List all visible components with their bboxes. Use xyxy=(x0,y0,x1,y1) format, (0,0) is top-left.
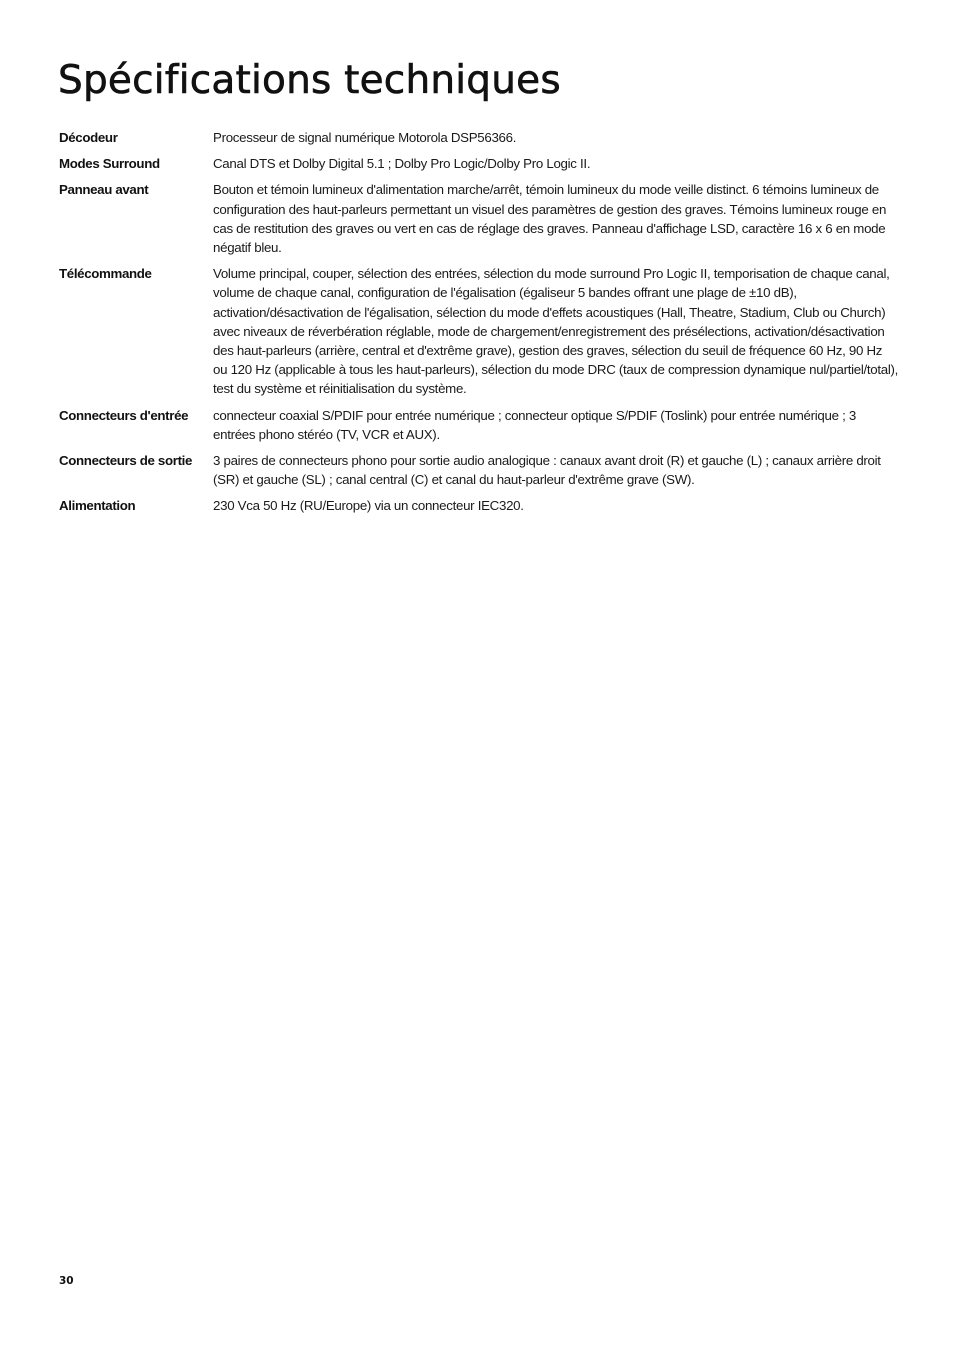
spec-value: Volume principal, couper, sélection des entrées, sélection du mode surround Pro Logic II, temporisation de chaque canal, volume de chaque canal, configuration de l'égalisation (égaliseur 5 bandes offrant une plage de ±10 dB), activation/désactivation de l'égalisation, sélection du mode d'effets acoustiques (Hall, Theatre, Stadium, Club ou Church) avec niveaux de réverbération réglable, mode de chargement/enregistrement des présélections, activation/désactivation des haut-parleurs (arrière, central et d'extrême grave), gestion des graves, sélection du seuil de fréquence 60 Hz, 90 Hz ou 120 Hz (applicable à tous les haut-parleurs), sélection du mode DRC (taux de compression dynamique nul/partiel/total), test du système et réinitialisation du système. xyxy=(213,266,899,397)
spec-label: Télécommande xyxy=(59,266,152,282)
spec-row-connecteurs-sortie xyxy=(59,451,899,489)
spec-value: Processeur de signal numérique Motorola DSP56366. xyxy=(213,130,517,145)
spec-value: 3 paires de connecteurs phono pour sortie audio analogique : canaux avant droit (R) et gauche (L) ; canaux arrière droit (SR) et gauche (SL) ; canal central (C) et canal du haut-parleur d'extrême grave (SW). xyxy=(213,453,881,488)
spec-label: Modes Surround xyxy=(59,156,160,172)
spec-label: Panneau avant xyxy=(59,182,149,198)
page-number: 30 xyxy=(59,1275,74,1287)
spec-row-panneau-avant xyxy=(59,180,899,257)
spec-row-modes-surround xyxy=(59,154,899,173)
spec-label: Connecteurs d'entrée xyxy=(59,407,189,423)
spec-label: Connecteurs de sortie xyxy=(59,453,193,469)
spec-row-alimentation xyxy=(59,496,899,515)
spec-label: Décodeur xyxy=(59,130,118,145)
spec-value: 230 Vca 50 Hz (RU/Europe) via un connecteur IEC320. xyxy=(213,498,524,514)
spec-value: connecteur coaxial S/PDIF pour entrée numérique ; connecteur optique S/PDIF (Toslink) pour entrée numérique ; 3 entrées phono stéréo (TV, VCR et AUX). xyxy=(213,407,856,442)
spec-table xyxy=(59,128,899,523)
page-title: Spécifications techniques xyxy=(58,58,561,103)
spec-label: Alimentation xyxy=(59,498,136,514)
spec-row-decodeur xyxy=(59,128,899,147)
spec-row-connecteurs-entree xyxy=(59,406,899,444)
spec-value: Bouton et témoin lumineux d'alimentation marche/arrêt, témoin lumineux du mode veille distinct. 6 témoins lumineux de configuration des haut-parleurs permettant un visuel des paramètres de gestion des graves. Témoins lumineux rouge en cas de restitution des graves ou vert en cas de réglage des graves. Panneau d'affichage LSD, caractère 16 x 6 en mode négatif bleu. xyxy=(213,182,887,256)
spec-row-telecommande xyxy=(59,264,899,398)
spec-value: Canal DTS et Dolby Digital 5.1 ; Dolby Pro Logic/Dolby Pro Logic II. xyxy=(213,156,591,172)
